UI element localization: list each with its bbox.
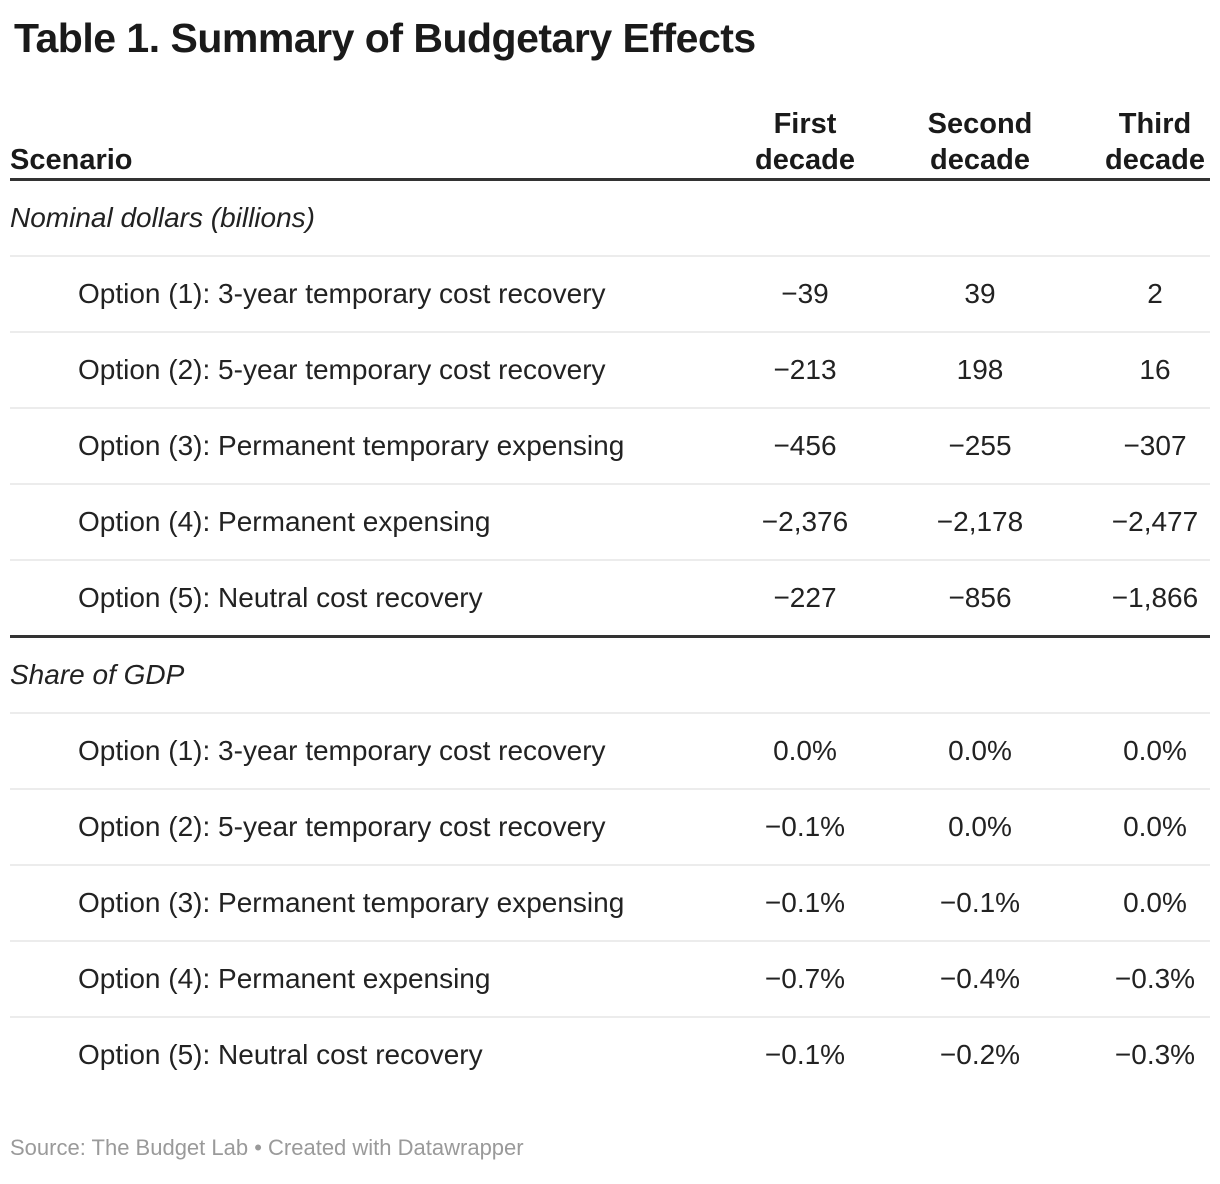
scenario-cell: Option (3): Permanent temporary expensing: [10, 408, 750, 484]
scenario-cell: Option (2): 5-year temporary cost recovery: [10, 789, 750, 865]
scenario-cell: Option (4): Permanent expensing: [10, 941, 750, 1017]
header-row: [10, 106, 1210, 180]
table-row: [10, 560, 1210, 637]
value-cell-second-decade: 0.0%: [860, 789, 1100, 865]
header-line: Second: [927, 108, 1033, 140]
table-row: [10, 256, 1210, 332]
header-line: decade: [930, 144, 1030, 176]
value-cell-third-decade: −0.3%: [1100, 941, 1210, 1017]
value-cell-third-decade: −0.3%: [1114, 1039, 1196, 1070]
header-line: Third: [1118, 108, 1192, 140]
header-line: decade: [1105, 144, 1205, 176]
value-cell-second-decade: −0.1%: [860, 865, 1100, 941]
value-cell-third-decade: −2,477: [1100, 484, 1210, 560]
value-cell-third-decade: 0.0%: [1100, 713, 1210, 789]
table-header: [10, 106, 1210, 180]
page-title: Table 1. Summary of Budgetary Effects: [14, 15, 756, 61]
table-row: [10, 941, 1210, 1017]
column-header-third-decade: [1100, 106, 1210, 180]
section-label: Share of GDP: [10, 637, 1210, 714]
table-body: [10, 180, 1210, 1093]
value-cell-second-decade: −2,178: [860, 484, 1100, 560]
value-cell-second-decade: −0.4%: [860, 941, 1100, 1017]
section-header-share-of-gdp: [10, 637, 1210, 714]
value-cell-third-decade: −1,866: [1100, 560, 1210, 637]
table-row: [10, 713, 1210, 789]
value-cell-second-decade: 198: [860, 332, 1100, 408]
source-attribution: Source: The Budget Lab • Created with Datawrapper: [10, 1135, 524, 1160]
value-cell-first-decade: −227: [750, 560, 860, 637]
scenario-cell: Option (2): 5-year temporary cost recovery: [10, 332, 750, 408]
value-cell-first-decade: 0.0%: [750, 713, 860, 789]
value-cell-first-decade: −2,376: [750, 484, 860, 560]
value-cell-second-decade: −0.2%: [939, 1039, 1021, 1070]
value-cell-second-decade: 0.0%: [860, 713, 1100, 789]
value-cell-third-decade: 16: [1100, 332, 1210, 408]
value-cell-first-decade: −39: [750, 256, 860, 332]
value-cell-second-decade: −255: [860, 408, 1100, 484]
table-row: [10, 408, 1210, 484]
header-line: First: [773, 108, 837, 140]
value-cell-second-decade: −856: [860, 560, 1100, 637]
column-header-second-decade: [860, 106, 1100, 180]
value-cell-first-decade: −0.1%: [764, 1039, 846, 1070]
scenario-cell: Option (1): 3-year temporary cost recovery: [10, 256, 750, 332]
column-header-first-decade: [750, 106, 860, 180]
value-cell-first-decade: −0.7%: [750, 941, 860, 1017]
table-row: [10, 789, 1210, 865]
header-line: decade: [755, 144, 855, 176]
scenario-cell: Option (5): Neutral cost recovery: [78, 1039, 483, 1070]
table-chart: [0, 14, 1220, 1162]
table-row: [10, 1017, 1210, 1092]
column-header-scenario: Scenario: [10, 106, 750, 180]
value-cell-second-decade: 39: [860, 256, 1100, 332]
value-cell-third-decade: 2: [1100, 256, 1210, 332]
budgetary-effects-table: [10, 106, 1210, 1092]
scenario-cell: Option (3): Permanent temporary expensing: [10, 865, 750, 941]
table-row: [10, 332, 1210, 408]
scenario-cell: Option (4): Permanent expensing: [10, 484, 750, 560]
table-row: [10, 865, 1210, 941]
scenario-cell: Option (1): 3-year temporary cost recovery: [10, 713, 750, 789]
value-cell-first-decade: −213: [750, 332, 860, 408]
value-cell-third-decade: −307: [1100, 408, 1210, 484]
value-cell-first-decade: −0.1%: [750, 789, 860, 865]
value-cell-third-decade: 0.0%: [1100, 865, 1210, 941]
value-cell-first-decade: −456: [750, 408, 860, 484]
value-cell-third-decade: 0.0%: [1100, 789, 1210, 865]
table-row: [10, 484, 1210, 560]
value-cell-first-decade: −0.1%: [750, 865, 860, 941]
section-header-nominal-dollars: [10, 180, 1210, 257]
section-label: Nominal dollars (billions): [10, 180, 1210, 257]
scenario-cell: Option (5): Neutral cost recovery: [10, 560, 750, 637]
